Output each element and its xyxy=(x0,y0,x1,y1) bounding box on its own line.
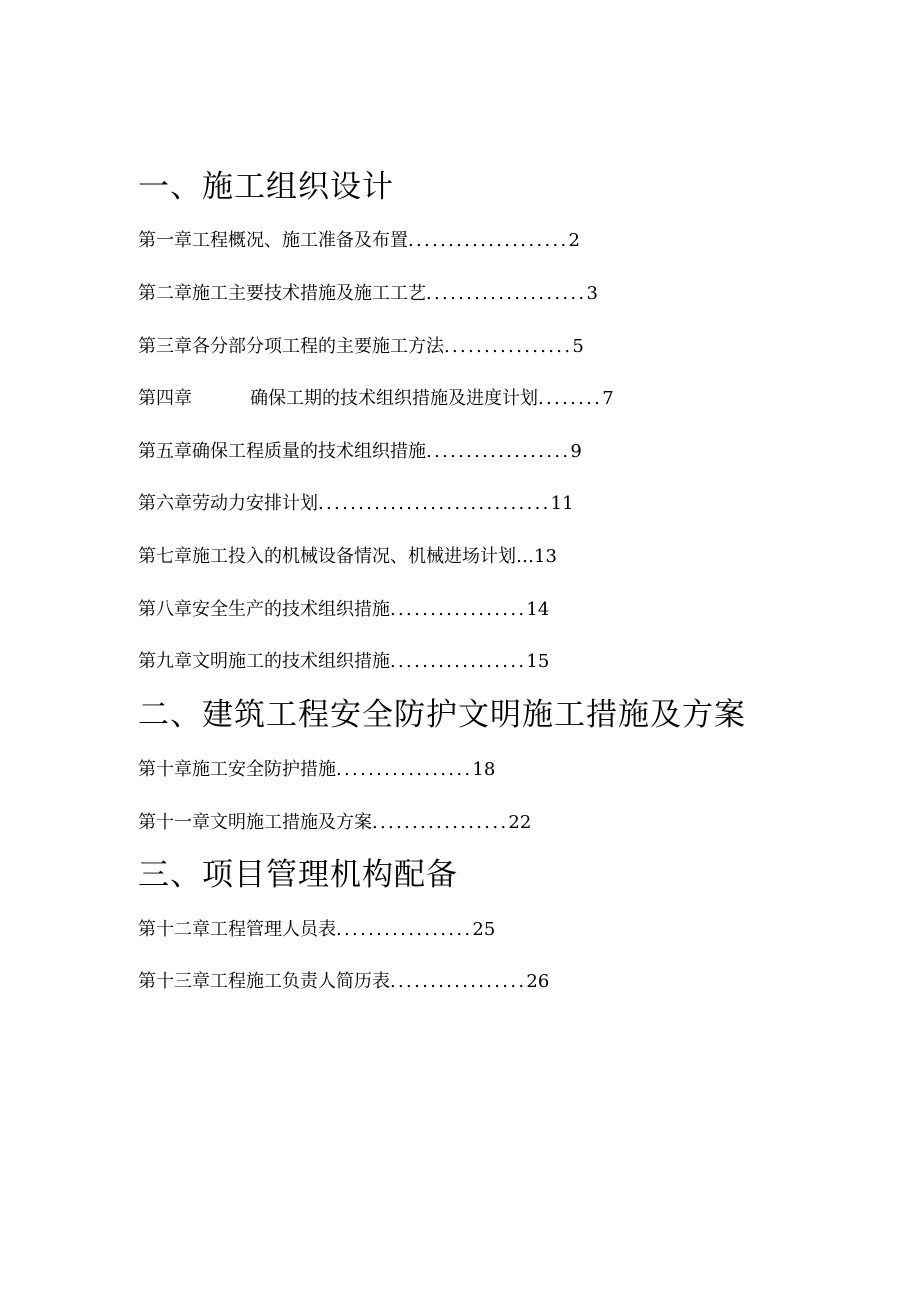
toc-entry-page: 3 xyxy=(586,283,598,304)
toc-entry-title-chapter: 第四章 xyxy=(138,388,192,409)
toc-entry-ch8[interactable] xyxy=(138,597,549,623)
toc-entry-page: 14 xyxy=(526,599,550,620)
toc-entry-leader: … xyxy=(516,546,534,567)
toc-entry-ch9[interactable] xyxy=(138,649,549,675)
toc-entry-leader: ................. xyxy=(336,759,473,780)
toc-entry-leader: ................. xyxy=(390,599,527,620)
toc-entry-page: 22 xyxy=(508,812,532,833)
toc-entry-ch6[interactable] xyxy=(138,491,574,517)
toc-entry-page: 13 xyxy=(534,546,557,567)
toc-entry-leader: ................. xyxy=(372,812,509,833)
toc-entry-ch12[interactable] xyxy=(138,917,495,943)
toc-entry-page: 11 xyxy=(550,493,574,514)
toc-entry-title: 第七章施工投入的机械设备情况、机械进场计划 xyxy=(138,546,516,567)
toc-entry-page: 25 xyxy=(472,919,496,940)
toc-entry-title: 第六章劳动力安排计划 xyxy=(138,493,318,514)
toc-entry-ch2[interactable] xyxy=(138,281,598,307)
toc-entry-title: 第三章各分部分项工程的主要施工方法 xyxy=(138,336,444,357)
section-heading-3: 三、项目管理机构配备 xyxy=(138,857,458,893)
toc-entry-title: 第十章施工安全防护措施 xyxy=(138,759,336,780)
toc-entry-page: 9 xyxy=(570,441,582,462)
toc-entry-leader: ................. xyxy=(336,919,473,940)
toc-entry-title: 第五章确保工程质量的技术组织措施 xyxy=(138,441,426,462)
section-heading-1: 一、施工组织设计 xyxy=(138,169,394,205)
toc-entry-ch11[interactable] xyxy=(138,810,531,836)
toc-entry-page: 26 xyxy=(526,971,550,992)
toc-entry-title: 第十三章工程施工负责人简历表 xyxy=(138,971,390,992)
toc-entry-ch13[interactable] xyxy=(138,969,549,995)
toc-entry-ch3[interactable] xyxy=(138,334,584,360)
toc-entry-title: 第九章文明施工的技术组织措施 xyxy=(138,651,390,672)
toc-entry-ch1[interactable] xyxy=(138,228,580,254)
toc-entry-page: 7 xyxy=(602,388,614,409)
toc-entry-leader: ................. xyxy=(390,651,527,672)
toc-entry-page: 18 xyxy=(472,759,496,780)
toc-entry-leader: ........ xyxy=(538,388,603,409)
toc-entry-title: 第八章安全生产的技术组织措施 xyxy=(138,599,390,620)
toc-entry-leader: .................... xyxy=(408,230,569,251)
toc-entry-page: 15 xyxy=(526,651,550,672)
toc-entry-title: 第二章施工主要技术措施及施工工艺 xyxy=(138,283,426,304)
toc-entry-leader: ................. xyxy=(390,971,527,992)
toc-entry-leader: ............................. xyxy=(318,493,551,514)
toc-entry-ch7[interactable] xyxy=(138,544,557,570)
toc-entry-page: 2 xyxy=(568,230,580,251)
toc-entry-ch4[interactable] xyxy=(138,386,614,412)
toc-entry-ch5[interactable] xyxy=(138,439,582,465)
toc-entry-title: 第十一章文明施工措施及方案 xyxy=(138,812,372,833)
toc-entry-leader: .................... xyxy=(426,283,587,304)
section-heading-2: 二、建筑工程安全防护文明施工措施及方案 xyxy=(138,697,746,733)
toc-entry-page: 5 xyxy=(572,336,584,357)
toc-entry-leader: ................ xyxy=(444,336,573,357)
toc-entry-leader: .................. xyxy=(426,441,571,462)
toc-entry-title: 确保工期的技术组织措施及进度计划 xyxy=(250,388,538,409)
toc-entry-title: 第一章工程概况、施工准备及布置 xyxy=(138,230,408,251)
toc-entry-ch10[interactable] xyxy=(138,757,495,783)
toc-entry-title: 第十二章工程管理人员表 xyxy=(138,919,336,940)
